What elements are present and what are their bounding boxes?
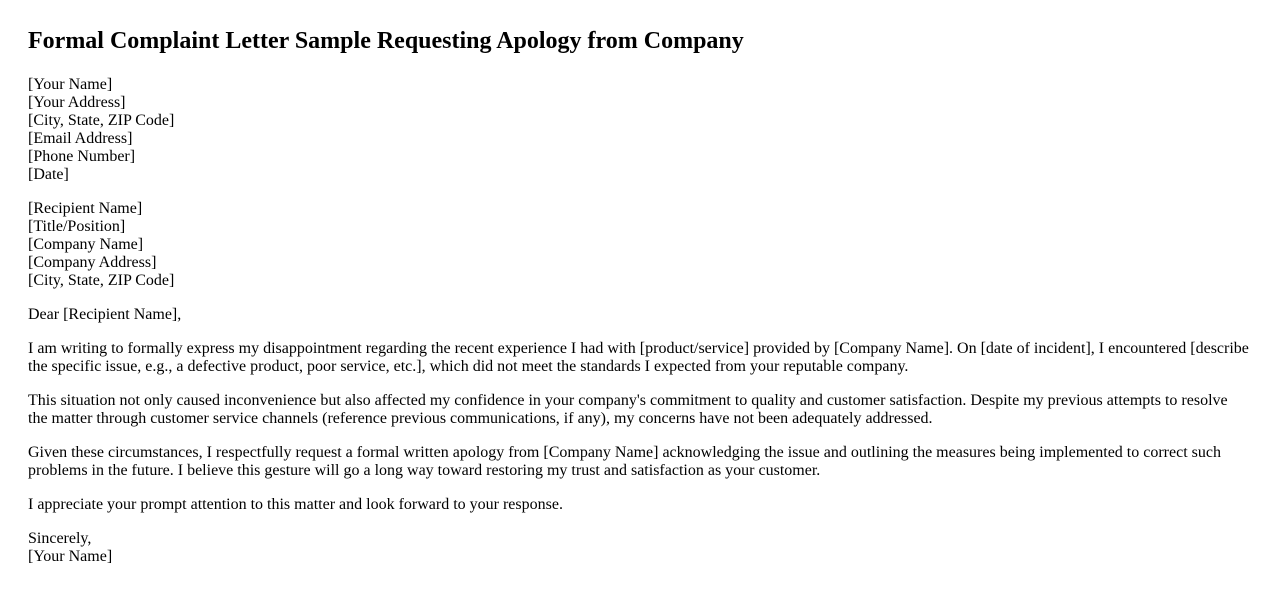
recipient-address: [Company Address] <box>28 254 157 271</box>
signature-name: [Your Name] <box>28 548 113 565</box>
recipient-company: [Company Name] <box>28 236 144 253</box>
recipient-block <box>28 200 1250 290</box>
letter-date: [Date] <box>28 166 69 183</box>
recipient-name: [Recipient Name] <box>28 200 143 217</box>
sender-block <box>28 76 1250 184</box>
sender-name: [Your Name] <box>28 76 113 93</box>
body-paragraph: Given these circumstances, I respectfully request a formal written apology from [Company Name] acknowledging the issue and outlining the measures being implemented to correct such problems in the future. I believe this gesture will go a long way toward restoring my trust and satisfaction as your customer. <box>28 444 1221 479</box>
body-paragraph: This situation not only caused inconvenience but also affected my confidence in your company's commitment to quality and customer satisfaction. Despite my previous attempts to resolve the matter through customer service channels (reference previous communications, if any), my concerns have not been adequately addressed. <box>28 392 1228 427</box>
recipient-title: [Title/Position] <box>28 218 126 235</box>
sender-phone: [Phone Number] <box>28 148 136 165</box>
body-paragraph: I appreciate your prompt attention to this matter and look forward to your response. <box>28 496 563 513</box>
sender-city: [City, State, ZIP Code] <box>28 112 175 129</box>
recipient-city: [City, State, ZIP Code] <box>28 272 175 289</box>
page-title: Formal Complaint Letter Sample Requesting Apology from Company <box>28 28 744 54</box>
salutation: Dear [Recipient Name], <box>28 306 182 323</box>
sender-address: [Your Address] <box>28 94 126 111</box>
valediction: Sincerely, <box>28 530 92 547</box>
body-paragraph: I am writing to formally express my disappointment regarding the recent experience I had with [product/service] provided by [Company Name]. On [date of incident], I encountered [describe the specific issue, e.g., a defective product, poor service, etc.], which did not meet the standards I expected from your reputable company. <box>28 340 1249 375</box>
sender-email: [Email Address] <box>28 130 133 147</box>
closing-block <box>28 530 1250 566</box>
